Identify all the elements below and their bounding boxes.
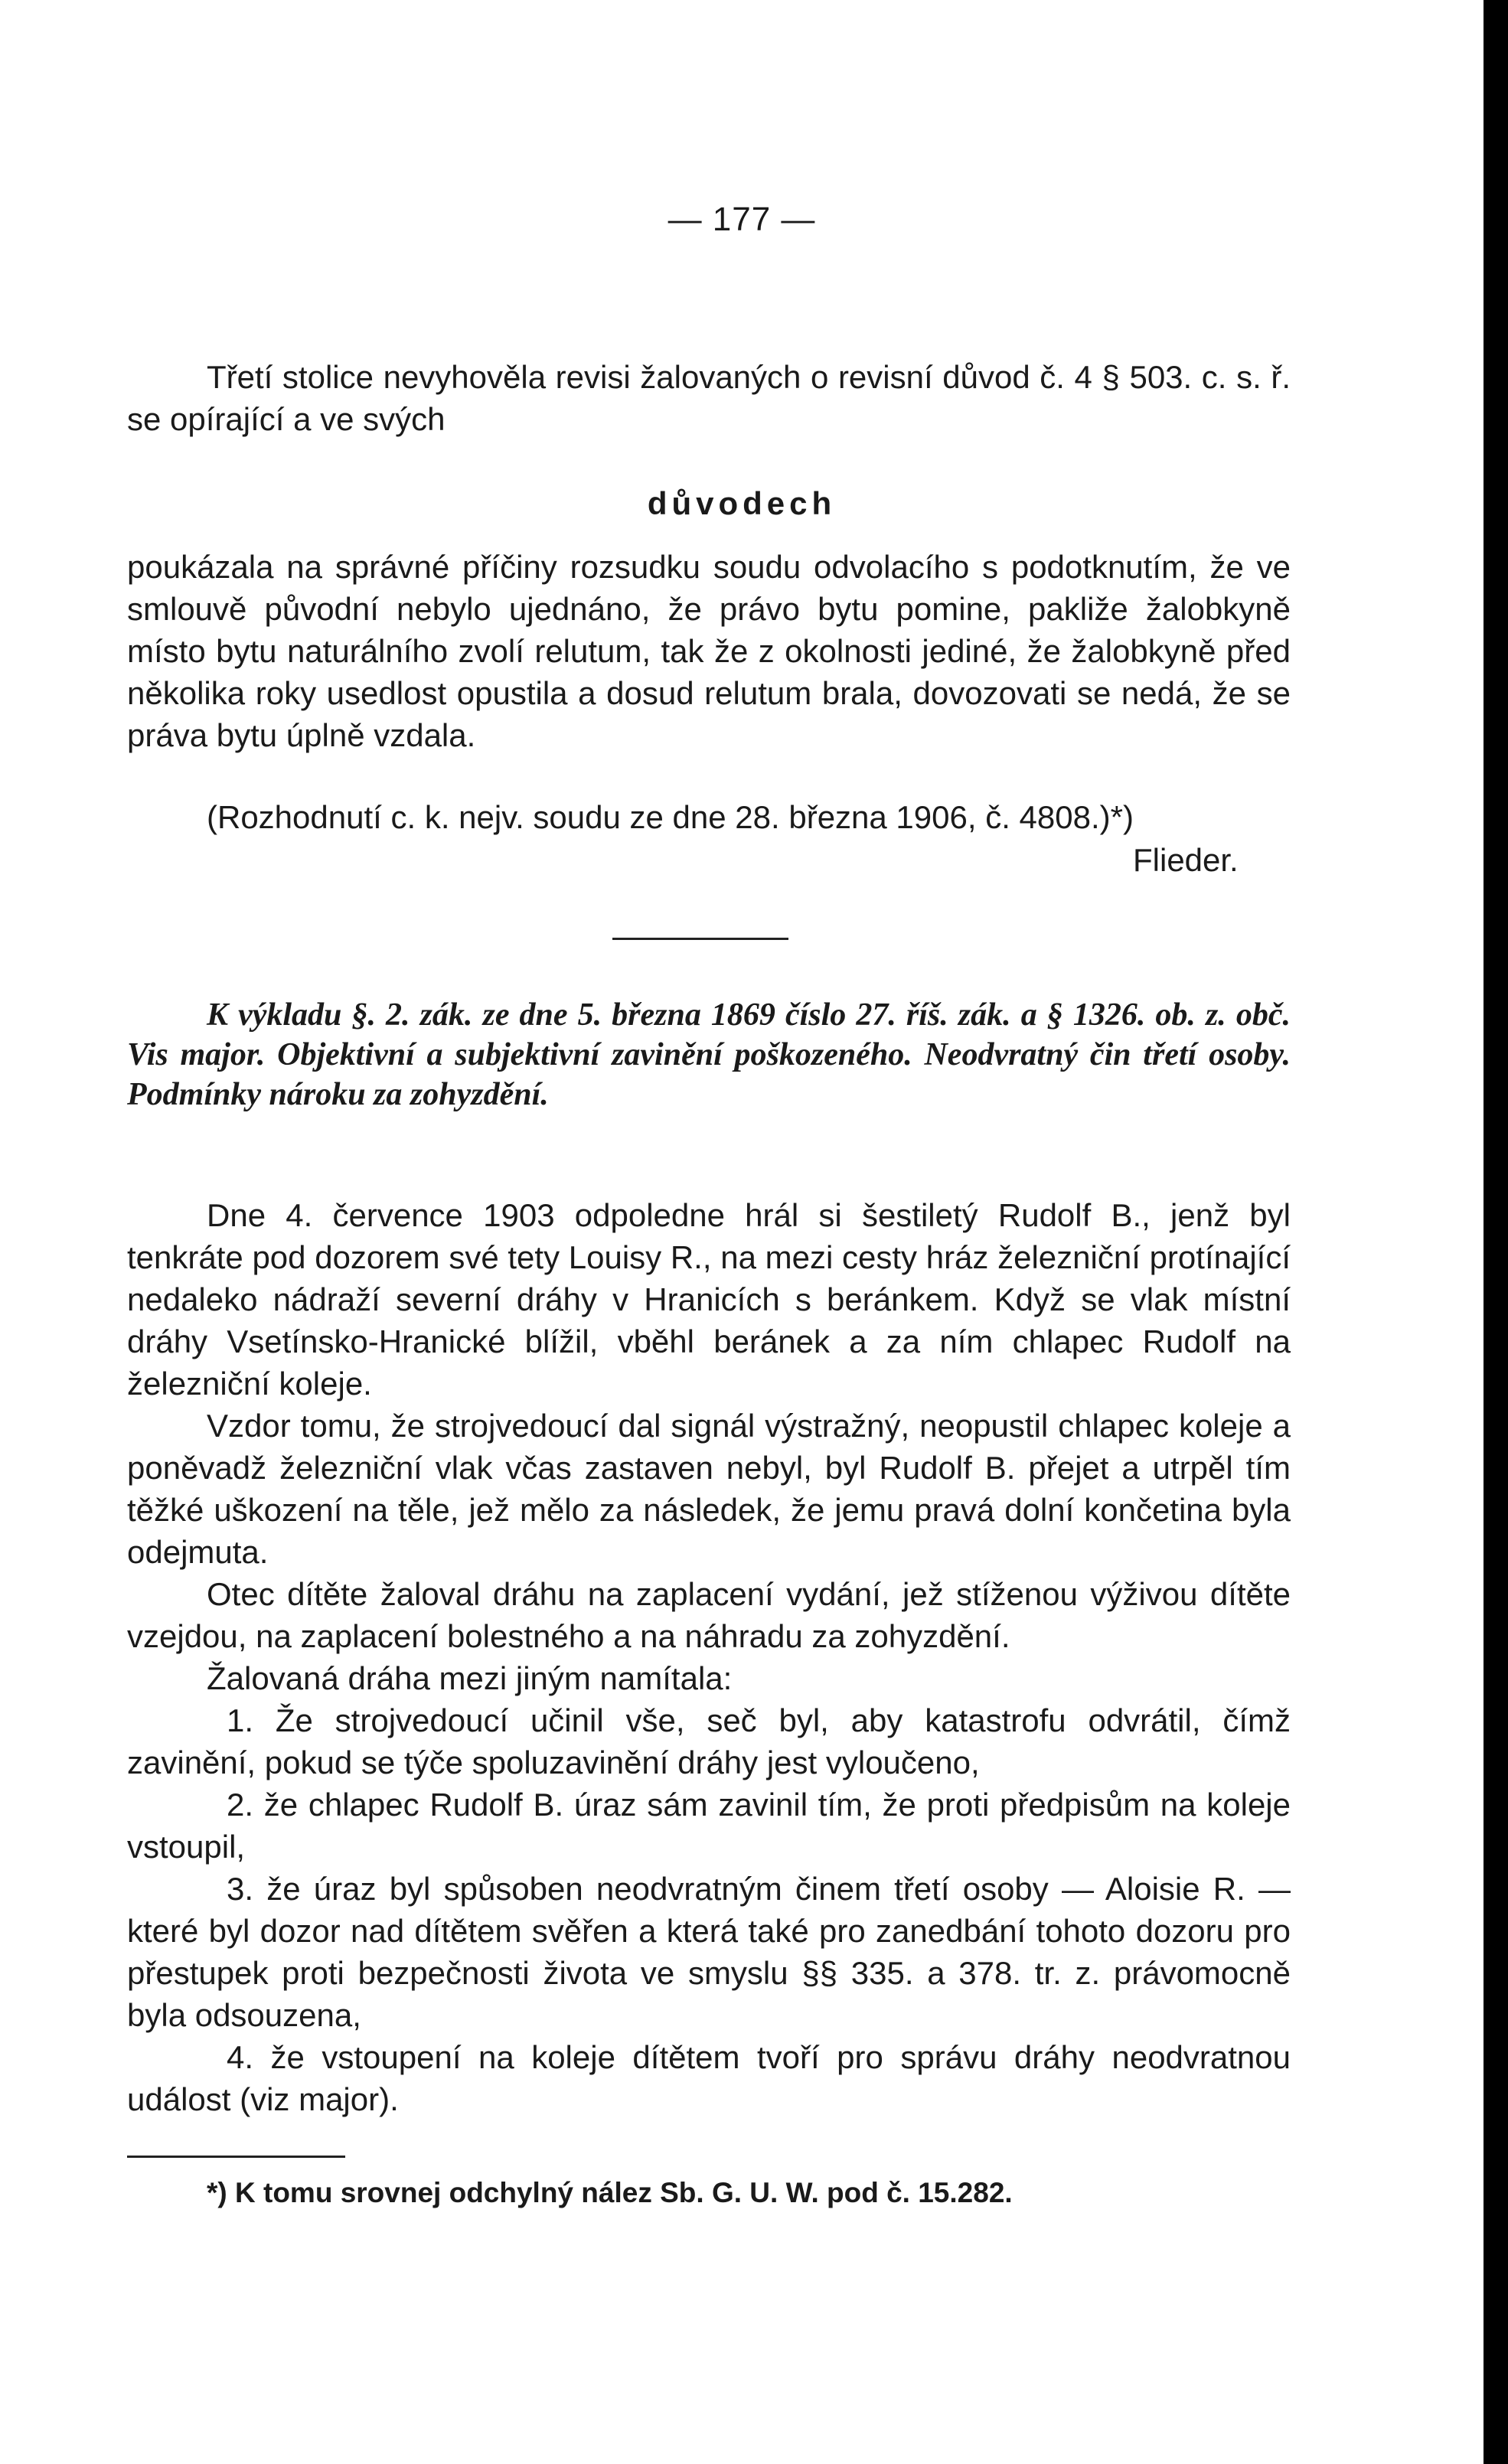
objection-item: 2. že chlapec Rudolf B. úraz sám zavinil tím, že proti předpisům na koleje vstoupil,	[127, 1787, 1291, 1865]
objection-item: 4. že vstoupení na koleje dítětem tvoří pro správu dráhy neodvratnou událost (viz major).	[127, 2039, 1291, 2117]
section-heading-duvodech: důvodech	[647, 485, 837, 521]
intro-paragraph	[127, 356, 1291, 440]
objection-item: 1. Že strojvedoucí učinil vše, seč byl, aby katastrofu odvrátil, čímž zavinění, pokud se týče spoluzavinění dráhy jest vyloučeno,	[127, 1702, 1291, 1780]
case-headnote	[127, 995, 1291, 1115]
footnote: *) K tomu srovnej odchylný nález Sb. G. U. W. pod č. 15.282.	[207, 2177, 1013, 2208]
footnote-rule	[127, 2156, 345, 2158]
author-signature: Flieder.	[1133, 842, 1239, 878]
reasons-text: poukázala na správné příčiny rozsudku soudu odvolacího s podotknutím, že ve smlouvě původní nebylo ujednáno, že právo bytu pomine, pakliže žalobkyně místo bytu naturálního zvolí relutum, tak že z okolnosti jediné, že žalobkyně před několika roky usedlost opustila a dosud relutum brala, dovozovati se nedá, že se práva bytu úplně vzdala.	[127, 549, 1291, 753]
scan-border	[1484, 0, 1508, 2464]
facts-paragraph: Žalovaná dráha mezi jiným namítala:	[207, 1660, 733, 1696]
reasons-paragraph	[127, 546, 1291, 756]
facts-paragraph: Otec dítěte žaloval dráhu na zaplacení vydání, jež stíženou výživou dítěte vzejdou, na zaplacení bolestného a na náhradu za zohyzdění.	[127, 1576, 1291, 1654]
page-number: — 177 —	[668, 201, 816, 238]
intro-text: Třetí stolice nevyhověla revisi žalovaných o revisní důvod č. 4 § 503. c. s. ř. se opírající a ve svých	[127, 359, 1291, 437]
headnote-text: K výkladu §. 2. zák. ze dne 5. března 1869 číslo 27. říš. zák. a § 1326. ob. z. obč. Vis major. Objektivní a subjektivní zavinění poškozeného. Neodvratný čin třetí osoby. Podmínky nároku za zohyzdění.	[127, 997, 1291, 1112]
facts-paragraph: Dne 4. července 1903 odpoledne hrál si šestiletý Rudolf B., jenž byl tenkráte pod dozorem své tety Louisy R., na mezi cesty hráz železniční protínající nedaleko nádraží severní dráhy v Hranicích s beránkem. Když se vlak místní dráhy Vsetínsko-Hranické blížil, vběhl beránek a za ním chlapec Rudolf na železniční koleje.	[127, 1197, 1291, 1402]
section-separator	[612, 938, 788, 940]
decision-citation: (Rozhodnutí c. k. nejv. soudu ze dne 28. března 1906, č. 4808.)*)	[207, 799, 1134, 835]
facts-paragraph: Vzdor tomu, že strojvedoucí dal signál výstražný, neopustil chlapec koleje a poněvadž železniční vlak včas zastaven nebyl, byl Rudolf B. přejet a utrpěl tím těžké uškození na těle, jež mělo za následek, že jemu pravá dolní končetina byla odejmuta.	[127, 1408, 1291, 1570]
objection-item: 3. že úraz byl spůsoben neodvratným činem třetí osoby — Aloisie R. — které byl dozor nad dítětem svěřen a která také pro zanedbání tohoto dozoru pro přestupek proti bezpečnosti života ve smyslu §§ 335. a 378. tr. z. právomocně byla odsouzena,	[127, 1871, 1291, 2033]
facts-section	[127, 1194, 1291, 2120]
